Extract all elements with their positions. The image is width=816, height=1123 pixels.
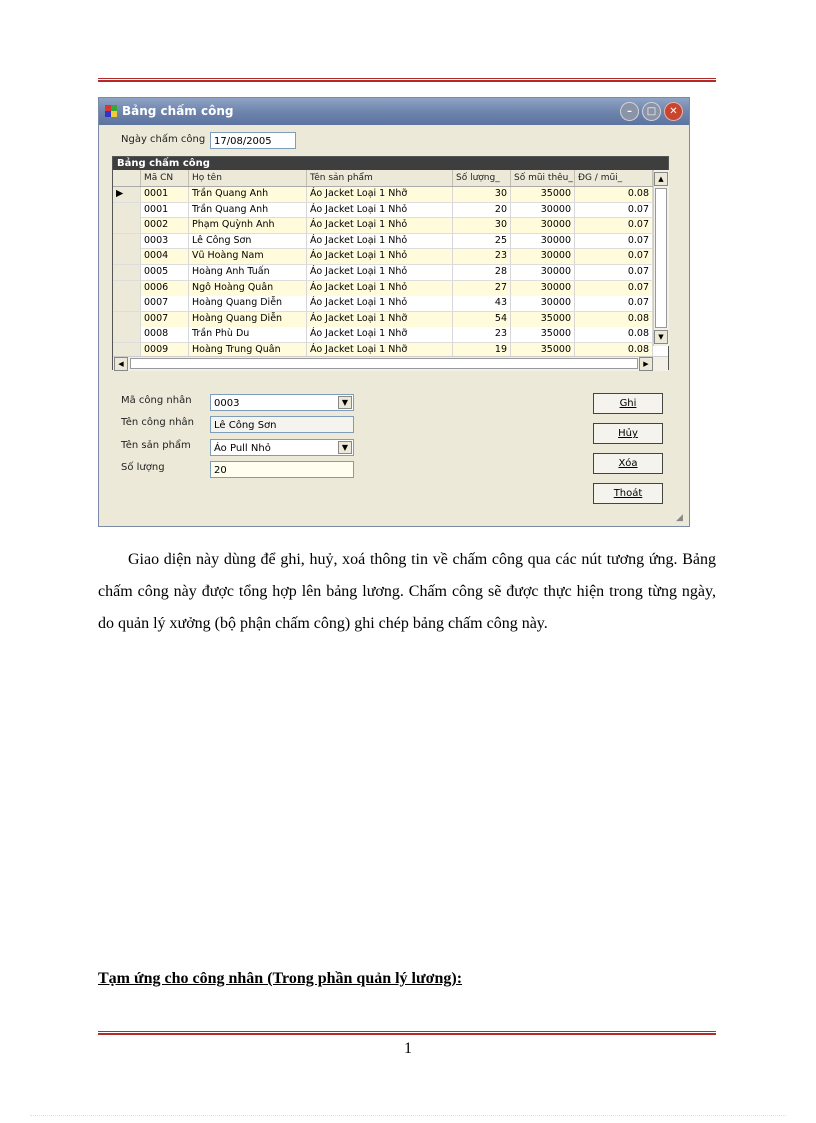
column-header-so-mui-theu[interactable]: Số mũi thêu_: [511, 170, 575, 186]
table-cell[interactable]: 0001: [141, 203, 189, 218]
table-cell[interactable]: 0.08: [575, 187, 653, 202]
table-cell[interactable]: Áo Jacket Loại 1 Nhỏ: [307, 203, 453, 218]
table-cell[interactable]: 0.08: [575, 343, 653, 358]
table-cell[interactable]: 0.08: [575, 312, 653, 327]
page-bottom-border: [30, 1115, 786, 1116]
horizontal-scrollbar[interactable]: [113, 356, 668, 371]
table-cell[interactable]: 54: [453, 312, 511, 327]
row-selector[interactable]: [113, 234, 141, 249]
grid-caption: Bảng chấm công: [113, 157, 668, 170]
date-input[interactable]: 17/08/2005: [210, 132, 296, 149]
title-bar[interactable]: [99, 98, 689, 125]
table-cell[interactable]: Áo Jacket Loại 1 Nhỡ: [307, 187, 453, 202]
chevron-down-icon[interactable]: ▼: [338, 441, 352, 454]
table-cell[interactable]: Phạm Quỳnh Anh: [189, 218, 307, 233]
table-cell[interactable]: 0.07: [575, 265, 653, 280]
close-icon[interactable]: ✕: [664, 102, 683, 121]
worker-id-select[interactable]: [210, 394, 354, 411]
column-header-so-luong[interactable]: Số lượng_: [453, 170, 511, 186]
table-cell[interactable]: 0.07: [575, 296, 653, 311]
table-row[interactable]: [113, 312, 653, 328]
window-title: Bảng chấm công: [122, 104, 234, 118]
table-cell[interactable]: 43: [453, 296, 511, 311]
table-cell[interactable]: Hoàng Trung Quân: [189, 343, 307, 358]
table-row[interactable]: [113, 265, 653, 281]
row-selector[interactable]: [113, 327, 141, 342]
table-cell[interactable]: 30000: [511, 249, 575, 264]
table-cell[interactable]: Áo Jacket Loại 1 Nhỡ: [307, 312, 453, 327]
vertical-scrollbar[interactable]: [653, 170, 669, 346]
table-cell[interactable]: 30: [453, 187, 511, 202]
table-cell[interactable]: 0.07: [575, 218, 653, 233]
table-cell[interactable]: 30000: [511, 296, 575, 311]
exit-button[interactable]: Thoát: [593, 483, 663, 504]
page-number: 1: [404, 1040, 412, 1057]
product-value: Áo Pull Nhỏ: [214, 443, 271, 454]
table-cell[interactable]: 27: [453, 281, 511, 296]
row-selector[interactable]: ▶: [113, 187, 141, 202]
attendance-window: [98, 97, 690, 527]
table-cell[interactable]: 0.07: [575, 203, 653, 218]
table-row[interactable]: [113, 327, 653, 343]
table-cell[interactable]: 0007: [141, 312, 189, 327]
grid-header-corner: [113, 170, 141, 186]
cancel-button[interactable]: Hủy: [593, 423, 663, 444]
table-cell[interactable]: Hoàng Quang Diễn: [189, 312, 307, 327]
scroll-up-icon[interactable]: ▲: [654, 172, 668, 186]
table-cell[interactable]: 30: [453, 218, 511, 233]
table-cell[interactable]: 0002: [141, 218, 189, 233]
table-cell[interactable]: Hoàng Quang Diễn: [189, 296, 307, 311]
product-select[interactable]: [210, 439, 354, 456]
table-cell[interactable]: Vũ Hoàng Nam: [189, 249, 307, 264]
row-selector[interactable]: [113, 203, 141, 218]
table-cell[interactable]: 28: [453, 265, 511, 280]
scroll-left-icon[interactable]: ◀: [114, 357, 128, 371]
table-row[interactable]: [113, 281, 653, 297]
worker-name-label: Tên công nhân: [121, 417, 194, 428]
row-selector[interactable]: [113, 218, 141, 233]
table-row[interactable]: [113, 187, 653, 203]
save-button[interactable]: Ghi: [593, 393, 663, 414]
table-cell[interactable]: 23: [453, 249, 511, 264]
table-cell[interactable]: 0003: [141, 234, 189, 249]
row-selector[interactable]: [113, 312, 141, 327]
table-cell[interactable]: 30000: [511, 265, 575, 280]
column-header-ho-ten[interactable]: Họ tên: [189, 170, 307, 186]
table-cell[interactable]: 23: [453, 327, 511, 342]
table-row[interactable]: [113, 234, 653, 250]
chevron-down-icon[interactable]: ▼: [338, 396, 352, 409]
product-label: Tên sản phẩm: [121, 440, 191, 451]
table-cell[interactable]: 30000: [511, 234, 575, 249]
table-cell[interactable]: Áo Jacket Loại 1 Nhỏ: [307, 249, 453, 264]
table-cell[interactable]: 0005: [141, 265, 189, 280]
table-row[interactable]: [113, 296, 653, 312]
table-cell[interactable]: Trần Quang Anh: [189, 187, 307, 202]
table-cell[interactable]: 35000: [511, 343, 575, 358]
row-selector[interactable]: [113, 249, 141, 264]
row-selector[interactable]: [113, 296, 141, 311]
table-row[interactable]: [113, 249, 653, 265]
grid-rows: [113, 187, 653, 355]
app-icon: [105, 105, 117, 117]
worker-name-field: Lê Công Sơn: [210, 416, 354, 433]
scroll-down-icon[interactable]: ▼: [654, 330, 668, 344]
table-cell[interactable]: 30000: [511, 203, 575, 218]
quantity-label: Số lượng: [121, 462, 165, 473]
attendance-grid: [112, 156, 669, 370]
table-cell[interactable]: Áo Jacket Loại 1 Nhỏ: [307, 234, 453, 249]
column-header-ma-cn[interactable]: Mã CN: [141, 170, 189, 186]
maximize-icon[interactable]: □: [642, 102, 661, 121]
worker-id-label: Mã công nhân: [121, 395, 192, 406]
table-cell[interactable]: 0009: [141, 343, 189, 358]
resize-grip-icon[interactable]: ◢: [676, 513, 683, 523]
table-cell[interactable]: 25: [453, 234, 511, 249]
table-cell[interactable]: Trần Quang Anh: [189, 203, 307, 218]
date-label: Ngày chấm công: [121, 134, 206, 145]
table-cell[interactable]: 0004: [141, 249, 189, 264]
table-cell[interactable]: 0.07: [575, 234, 653, 249]
table-cell[interactable]: 30000: [511, 281, 575, 296]
table-cell[interactable]: 0007: [141, 296, 189, 311]
row-selector[interactable]: [113, 265, 141, 280]
quantity-input[interactable]: 20: [210, 461, 354, 478]
table-cell[interactable]: 0008: [141, 327, 189, 342]
section-heading: Tạm ứng cho công nhân (Trong phần quản lý lương):: [98, 970, 463, 987]
table-cell[interactable]: Trần Phù Du: [189, 327, 307, 342]
table-cell[interactable]: 35000: [511, 312, 575, 327]
scroll-thumb[interactable]: [655, 188, 667, 328]
grid-header: [113, 170, 653, 187]
hscroll-thumb[interactable]: [130, 358, 638, 369]
table-cell[interactable]: 19: [453, 343, 511, 358]
table-cell[interactable]: Áo Jacket Loại 1 Nhỏ: [307, 296, 453, 311]
table-cell[interactable]: 35000: [511, 327, 575, 342]
table-cell[interactable]: Áo Jacket Loại 1 Nhỏ: [307, 265, 453, 280]
table-cell[interactable]: 30000: [511, 218, 575, 233]
table-row[interactable]: [113, 203, 653, 219]
table-cell[interactable]: 0001: [141, 187, 189, 202]
table-cell[interactable]: Lê Công Sơn: [189, 234, 307, 249]
table-cell[interactable]: Áo Jacket Loại 1 Nhỡ: [307, 327, 453, 342]
delete-button[interactable]: Xóa: [593, 453, 663, 474]
footer-rule: [98, 1031, 716, 1035]
minimize-icon[interactable]: –: [620, 102, 639, 121]
table-cell[interactable]: Áo Jacket Loại 1 Nhỏ: [307, 218, 453, 233]
table-cell[interactable]: 0.07: [575, 281, 653, 296]
column-header-don-gia[interactable]: ĐG / mũi_: [575, 170, 653, 186]
table-cell[interactable]: 35000: [511, 187, 575, 202]
table-cell[interactable]: Áo Jacket Loại 1 Nhỡ: [307, 343, 453, 358]
header-rule: [98, 78, 716, 82]
table-cell[interactable]: 0.08: [575, 327, 653, 342]
table-cell[interactable]: Áo Jacket Loại 1 Nhỏ: [307, 281, 453, 296]
column-header-ten-san-pham[interactable]: Tên sản phẩm: [307, 170, 453, 186]
row-selector[interactable]: [113, 281, 141, 296]
table-cell[interactable]: 20: [453, 203, 511, 218]
table-cell[interactable]: Ngô Hoàng Quân: [189, 281, 307, 296]
body-paragraph: Giao diện này dùng để ghi, huỷ, xoá thông tin về chấm công qua các nút tương ứng. Bảng chấm công này được tổng hợp lên bảng lương. Chấm công sẽ được thực hiện trong từng ngày, do quản lý xưởng (bộ phận chấm công) ghi chép bảng chấm công này.: [98, 551, 716, 632]
table-cell[interactable]: 0006: [141, 281, 189, 296]
table-cell[interactable]: 0.07: [575, 249, 653, 264]
table-cell[interactable]: Hoàng Anh Tuấn: [189, 265, 307, 280]
scroll-right-icon[interactable]: ▶: [639, 357, 653, 371]
worker-id-value: 0003: [214, 398, 240, 409]
table-row[interactable]: [113, 218, 653, 234]
